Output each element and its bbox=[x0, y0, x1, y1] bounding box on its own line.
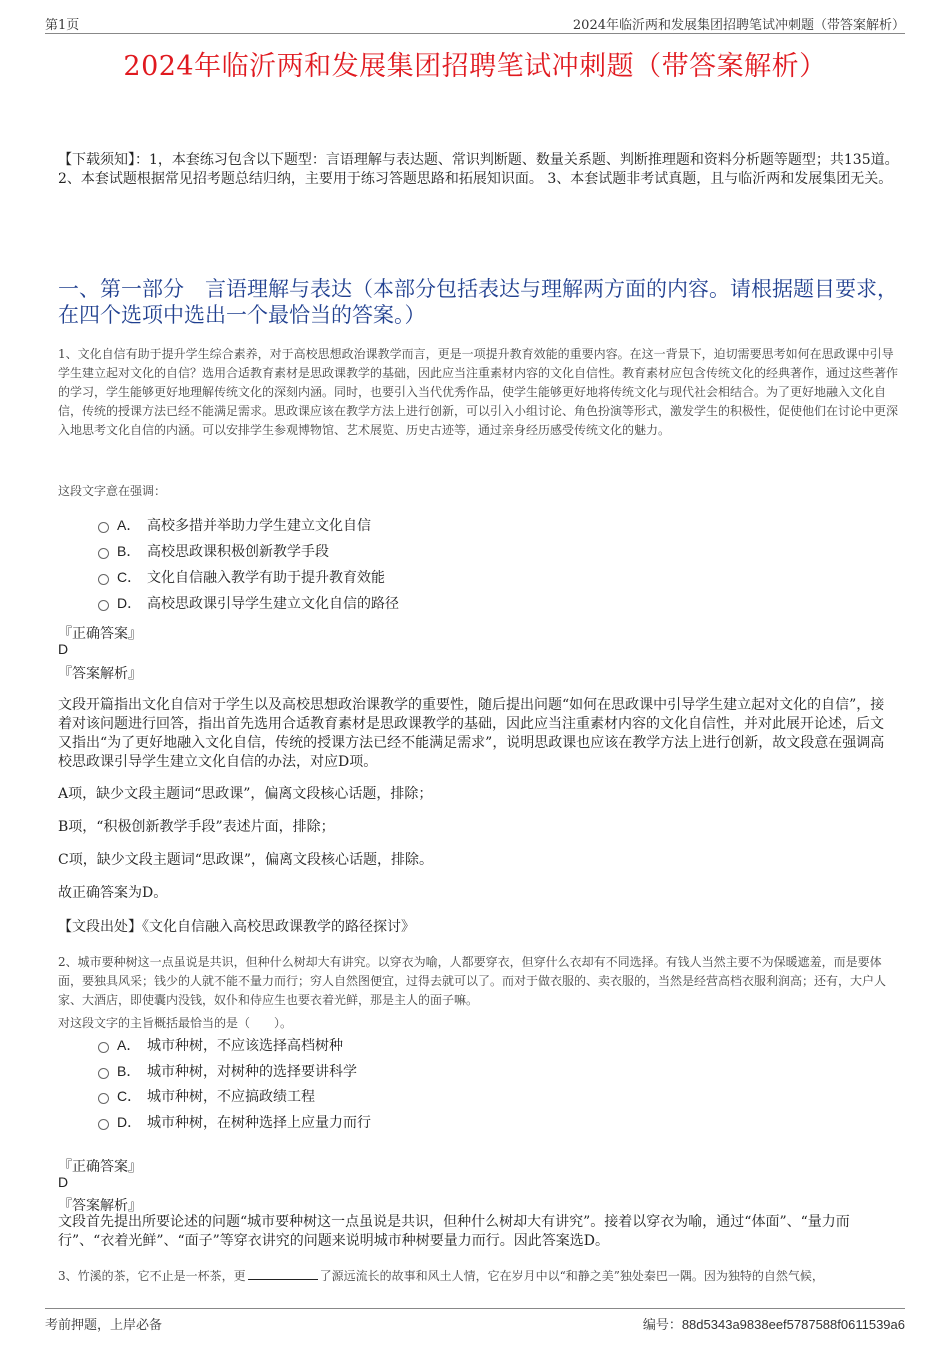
radio-icon[interactable] bbox=[98, 1068, 109, 1079]
question-1-explain-b: B项，“积极创新教学手段”表述片面，排除； bbox=[58, 819, 335, 835]
question-1-explain-c: C项，缺少文段主题词“思政课”，偏离文段核心话题，排除。 bbox=[58, 852, 434, 868]
question-1-answer: D bbox=[58, 641, 69, 657]
radio-icon[interactable] bbox=[98, 1093, 109, 1104]
question-1-option-c[interactable]: C． 文化自信融入教学有助于提升教育效能 bbox=[98, 567, 385, 587]
question-1-option-d[interactable]: D． 高校思政课引导学生建立文化自信的路径 bbox=[98, 593, 399, 613]
question-2-prompt: 对这段文字的主旨概括最恰当的是（ ）。 bbox=[58, 1016, 293, 1030]
question-1-answer-label: 『正确答案』 bbox=[58, 626, 142, 642]
question-2-option-a[interactable]: A． 城市种树，不应该选择高档树种 bbox=[98, 1035, 343, 1055]
question-1-source: 【文段出处】《文化自信融入高校思政课教学的路径探讨》 bbox=[58, 919, 415, 935]
question-2-answer: D bbox=[58, 1174, 69, 1190]
radio-icon[interactable] bbox=[98, 574, 109, 585]
document-title: 2024年临沂两和发展集团招聘笔试冲刺题（带答案解析） bbox=[123, 51, 827, 82]
question-1-prompt: 这段文字意在强调： bbox=[58, 484, 167, 498]
question-1-option-b[interactable]: B． 高校思政课积极创新教学手段 bbox=[98, 541, 329, 561]
question-2-answer-label: 『正确答案』 bbox=[58, 1159, 142, 1175]
question-1-option-a[interactable]: A． 高校多措并举助力学生建立文化自信 bbox=[98, 515, 371, 535]
question-2-analysis-label: 『答案解析』 bbox=[58, 1198, 142, 1214]
radio-icon[interactable] bbox=[98, 548, 109, 559]
question-3-text: 3、竹溪的茶，它不止是一杯茶，更 了源远流长的故事和风土人情，它在岁月中以“和静之美”独处秦巴一隅。因为独特的自然气候， bbox=[58, 1269, 824, 1283]
page-number: 第1页 bbox=[45, 18, 80, 33]
radio-icon[interactable] bbox=[98, 1119, 109, 1130]
section-heading: 一、第一部分 言语理解与表达（本部分包括表达与理解两方面的内容。请根据题目要求，在四个选项中选出一个最恰当的答案。） bbox=[58, 277, 898, 327]
question-1-conclusion: 故正确答案为D。 bbox=[58, 885, 168, 901]
question-1-analysis: 文段开篇指出文化自信对于学生以及高校思想政治课教学的重要性，随后提出问题“如何在思政课中引导学生建立起对文化的自信”，接着对该问题进行回答，指出首先选用合适教育素材是思政课教学的基础，因此应当注重素材内容的文化自信性，并对此展开论述，后文又指出“为了更好地融入文化自信，传统的授课方法已经不能满足需求”，说明思政课也应该在教学方法上进行创新，故文段意在强调高校思政课引导学生建立文化自信的办法，对应D项。 bbox=[58, 697, 885, 770]
footer-divider bbox=[45, 1308, 905, 1309]
question-1-analysis-label: 『答案解析』 bbox=[58, 666, 142, 682]
radio-icon[interactable] bbox=[98, 1042, 109, 1053]
download-notice: 【下载须知】：1，本套练习包含以下题型：言语理解与表达题、常识判断题、数量关系题、判断推理题和资料分析题等题型；共135道。 2、本套试题根据常见招考题总结归纳，主要用于练习答题思路和拓展知识面。 3、本套试题非考试真题，且与临沂两和发展集团无关。 bbox=[58, 152, 899, 187]
fill-blank bbox=[248, 1267, 318, 1280]
footer-slogan: 考前押题，上岸必备 bbox=[45, 1318, 163, 1333]
question-1-text: 1、文化自信有助于提升学生综合素养，对于高校思想政治课教学而言，更是一项提升教育效能的重要内容。在这一背景下，迫切需要思考如何在思政课中引导学生建立起对文化的自信？选用合适教育素材是思政课教学的基础，因此应当注重素材内容的文化自信性。教育素材应包含传统文化的经典著作，通过这些著作的学习，学生能够更好地理解传统文化的深刻内涵。同时，也要引入当代优秀作品，使学生能够更好地将传统文化与现代社会相结合。为了更好地融入文化自信，传统的授课方法已经不能满足需求。思政课应该在教学方法上进行创新，可以引入小组讨论、角色扮演等形式，激发学生的积极性，促使他们在讨论中更深入地思考文化自信的内涵。可以安排学生参观博物馆、艺术展览、历史古迹等，通过亲身经历感受传统文化的魅力。 bbox=[58, 347, 899, 437]
question-2-analysis: 文段首先提出所要论述的问题“城市要种树这一点虽说是共识，但种什么树却大有讲究”。接着以穿衣为喻，通过“体面”、“量力而行”、“衣着光鲜”、“面子”等穿衣讲究的问题来说明城市种树要量力而行。因此答案选D。 bbox=[58, 1214, 850, 1249]
header-doc-title: 2024年临沂两和发展集团招聘笔试冲刺题（带答案解析） bbox=[572, 18, 905, 33]
question-2-text: 2、城市要种树这一点虽说是共识，但种什么树却大有讲究。以穿衣为喻，人都要穿衣，但穿什么衣却有不同选择。有钱人当然主要不为保暖遮羞，而是要体面，要独具风采；钱少的人就不能不量力而行；穷人自然图便宜，过得去就可以了。而对于做衣服的、卖衣服的，当然是经营高档衣服利润高；还有，大户人家、大酒店，即使囊内没钱，奴仆和侍应生也要衣着光鲜，那是主人的面子嘛。 bbox=[58, 955, 887, 1007]
radio-icon[interactable] bbox=[98, 600, 109, 611]
question-2-option-c[interactable]: C． 城市种树，不应搞政绩工程 bbox=[98, 1086, 315, 1106]
question-2-option-b[interactable]: B． 城市种树，对树种的选择要讲科学 bbox=[98, 1061, 357, 1081]
radio-icon[interactable] bbox=[98, 522, 109, 533]
question-2-option-d[interactable]: D． 城市种树，在树种选择上应量力而行 bbox=[98, 1112, 371, 1132]
footer-code: 编号：88d5343a9838eef5787588f0611539a6 bbox=[642, 1317, 905, 1333]
header-divider bbox=[45, 33, 905, 34]
question-1-explain-a: A项，缺少文段主题词“思政课”，偏离文段核心话题，排除； bbox=[58, 786, 433, 802]
